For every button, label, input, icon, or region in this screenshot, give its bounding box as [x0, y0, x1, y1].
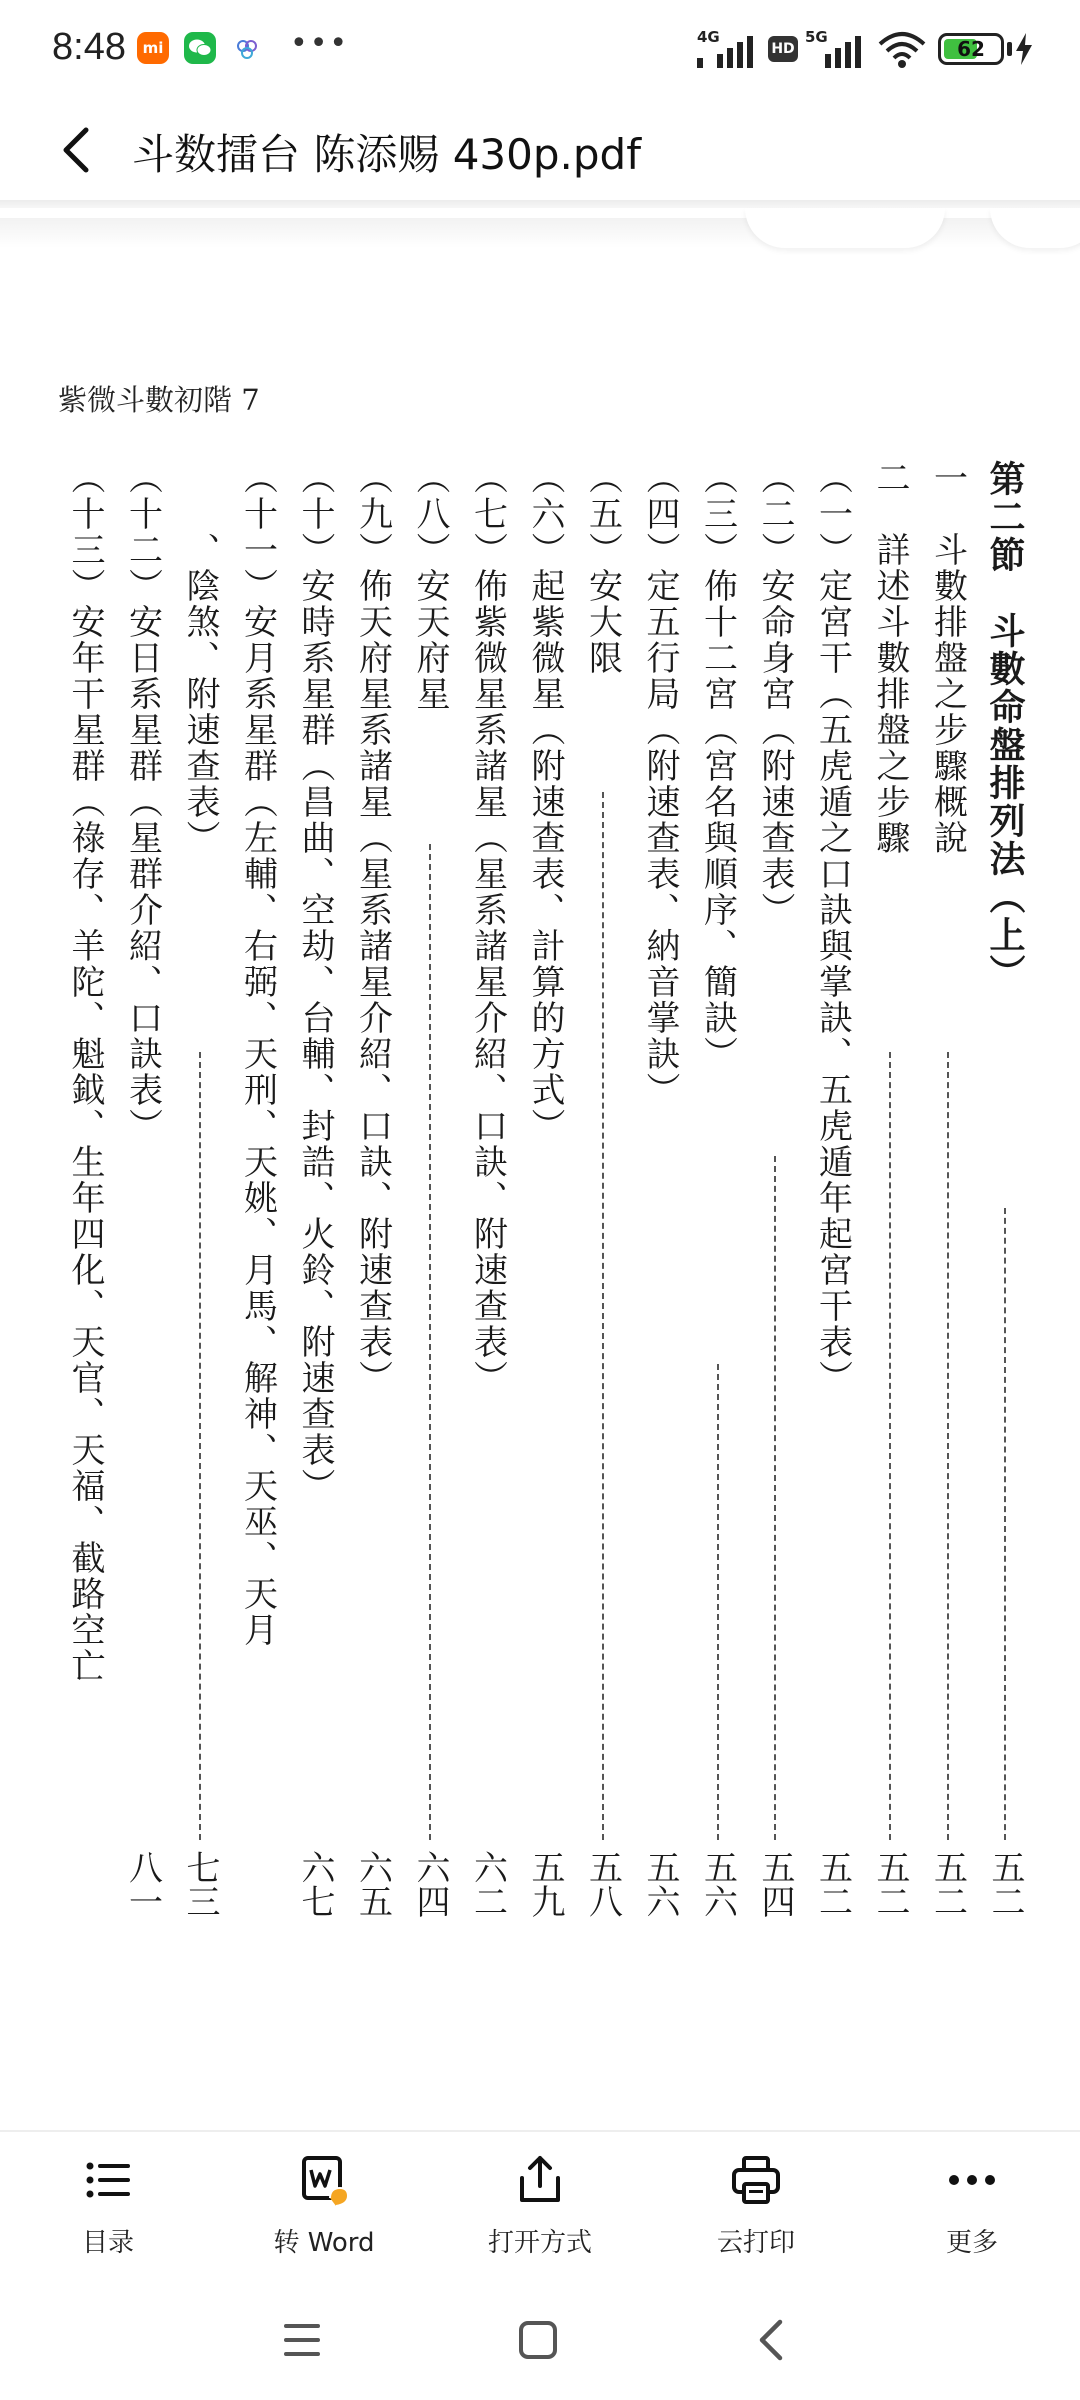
toc-entry-text: （三）佈十二宮（宮名與順序、簡訣）	[697, 460, 738, 1072]
toc-entry[interactable]	[175, 460, 225, 1940]
home-icon[interactable]	[516, 2318, 560, 2362]
open-with-button[interactable]	[460, 2152, 620, 2272]
toc-entry-text: （二）安命身宮（附速查表）	[755, 460, 795, 928]
toc-entry-text: （七）佈紫微星系諸星（星系諸星介紹、口訣、附速查表）	[467, 460, 508, 1396]
toc-leader	[429, 844, 431, 1840]
toc-page-number: 六二	[467, 1850, 508, 1918]
toc-button[interactable]	[28, 2152, 188, 2272]
toc-entry[interactable]	[463, 460, 513, 1940]
toc-entry-text: （四）定五行局（附速查表、納音掌訣）	[640, 460, 680, 1108]
toc-leader	[774, 1156, 776, 1840]
mi-app-icon: mi	[137, 32, 169, 64]
toc-entry[interactable]	[865, 460, 915, 1940]
toc-page-number: 五六	[697, 1850, 738, 1918]
convert-word-button[interactable]	[244, 2152, 404, 2272]
share-icon	[512, 2152, 568, 2208]
toc-page-number: 六四	[410, 1850, 450, 1918]
convert-word-label: 转 Word	[273, 2228, 375, 2258]
signal-4g-icon	[695, 28, 763, 76]
document-title: 斗数擂台 陈添赐 430p.pdf	[132, 130, 641, 179]
cloud-app-icon	[234, 36, 260, 62]
list-icon	[80, 2152, 136, 2208]
open-with-label: 打开方式	[487, 2228, 592, 2258]
toc-page-number: 五二	[812, 1850, 853, 1918]
more-button[interactable]	[892, 2152, 1052, 2272]
status-time: 8:48	[52, 26, 126, 68]
toc-page-number: 六七	[295, 1850, 335, 1918]
toc-label: 目录	[81, 2228, 134, 2258]
toc-entry-text: （九）佈天府星系諸星（星系諸星介紹、口訣、附速查表）	[352, 460, 393, 1396]
toc-leader	[1004, 1208, 1006, 1840]
back-icon[interactable]	[752, 2316, 792, 2364]
battery-icon	[938, 33, 1004, 65]
toc-entry[interactable]	[635, 460, 685, 1940]
toc-leader	[717, 1364, 719, 1840]
toc-entry[interactable]	[980, 460, 1030, 1940]
toc-entry-text: （八）安天府星	[410, 460, 450, 712]
back-button[interactable]	[50, 120, 110, 180]
toc-page-number: 五九	[525, 1850, 565, 1918]
toc-leader	[889, 1052, 891, 1840]
charging-bolt-icon	[1014, 33, 1034, 65]
bottom-toolbar	[0, 2130, 1080, 2280]
cloud-print-label: 云打印	[716, 2228, 795, 2258]
toc-entry[interactable]	[750, 460, 800, 1940]
network-2-label: 5G	[805, 28, 828, 46]
toc-page-number: 五六	[640, 1850, 680, 1918]
more-notifications-icon: •••	[290, 26, 350, 61]
toc-page-number: 五二	[985, 1850, 1025, 1918]
toc-entry[interactable]	[290, 460, 340, 1940]
toc-page-number: 八一	[122, 1850, 163, 1918]
hd-voice-icon: HD	[768, 36, 798, 62]
toc-entry[interactable]	[405, 460, 455, 1940]
toc-entry[interactable]	[233, 460, 283, 1940]
toc-entry[interactable]	[808, 460, 858, 1940]
toc-entry-text: （十三）安年干星群（祿存、羊陀、魁鉞、生年四化、天官、天福、截路空亡	[65, 460, 105, 1684]
toc-entry-text: 第二節 斗數命盤排列法（上）	[984, 460, 1026, 992]
toc-entry[interactable]	[60, 460, 110, 1940]
system-nav-bar	[0, 2280, 1080, 2400]
toc-entry-text: 、陰煞、附速查表）	[180, 460, 220, 856]
more-icon	[944, 2152, 1000, 2208]
status-bar	[0, 0, 1080, 100]
toc-leader	[199, 1052, 201, 1840]
toc-page-number: 七三	[180, 1850, 220, 1918]
word-convert-icon	[296, 2152, 352, 2208]
battery-text: 62	[957, 37, 985, 61]
toc-entry[interactable]	[578, 460, 628, 1940]
running-header: 紫微斗數初階 7	[58, 383, 260, 417]
printer-icon	[728, 2152, 784, 2208]
battery-tip	[1007, 42, 1012, 56]
wifi-icon	[876, 30, 928, 70]
toc-page-number: 六五	[352, 1850, 393, 1918]
toc-page-number: 五二	[927, 1850, 968, 1918]
toc-entry[interactable]	[693, 460, 743, 1940]
toc-entry-text: （一）定宮干（五虎遁之口訣與掌訣、五虎遁年起宮干表）	[812, 460, 853, 1396]
header-divider	[0, 200, 1080, 208]
wechat-icon	[184, 32, 216, 64]
toc-leader	[947, 1052, 949, 1840]
toc-entry-text: 一 斗數排盤之步驟概說	[927, 460, 968, 856]
toc-entry-text: （十）安時系星群（昌曲、空劫、台輔、封誥、火鈴、附速查表）	[295, 460, 335, 1504]
more-label: 更多	[945, 2228, 998, 2258]
toc-entry[interactable]	[923, 460, 973, 1940]
network-1-label: 4G	[697, 28, 720, 46]
toc-entry[interactable]	[118, 460, 168, 1940]
floating-control-a[interactable]	[745, 208, 945, 248]
toc-entry[interactable]	[520, 460, 570, 1940]
toc-entry-text: （十二）安日系星群（星群介紹、口訣表）	[122, 460, 163, 1144]
signal-5g-icon	[803, 28, 871, 76]
toc-entry-text: 二 詳述斗數排盤之步驟	[870, 460, 910, 856]
cloud-print-button[interactable]	[676, 2152, 836, 2272]
toc-page-number: 五二	[870, 1850, 910, 1918]
toc-page-number: 五四	[755, 1850, 795, 1918]
toc-entry-text: （五）安大限	[582, 460, 623, 676]
menu-icon[interactable]	[280, 2320, 324, 2360]
toc-page-number: 五八	[582, 1850, 623, 1918]
top-bar	[0, 100, 1080, 200]
toc-leader	[602, 792, 604, 1840]
pdf-page[interactable]	[0, 208, 1080, 2128]
toc-entry[interactable]	[348, 460, 398, 1940]
toc-entry-text: （十一）安月系星群（左輔、右弼、天刑、天姚、月馬、解神、天巫、天月	[237, 460, 278, 1648]
toc-entry-text: （六）起紫微星（附速查表、計算的方式）	[525, 460, 565, 1144]
